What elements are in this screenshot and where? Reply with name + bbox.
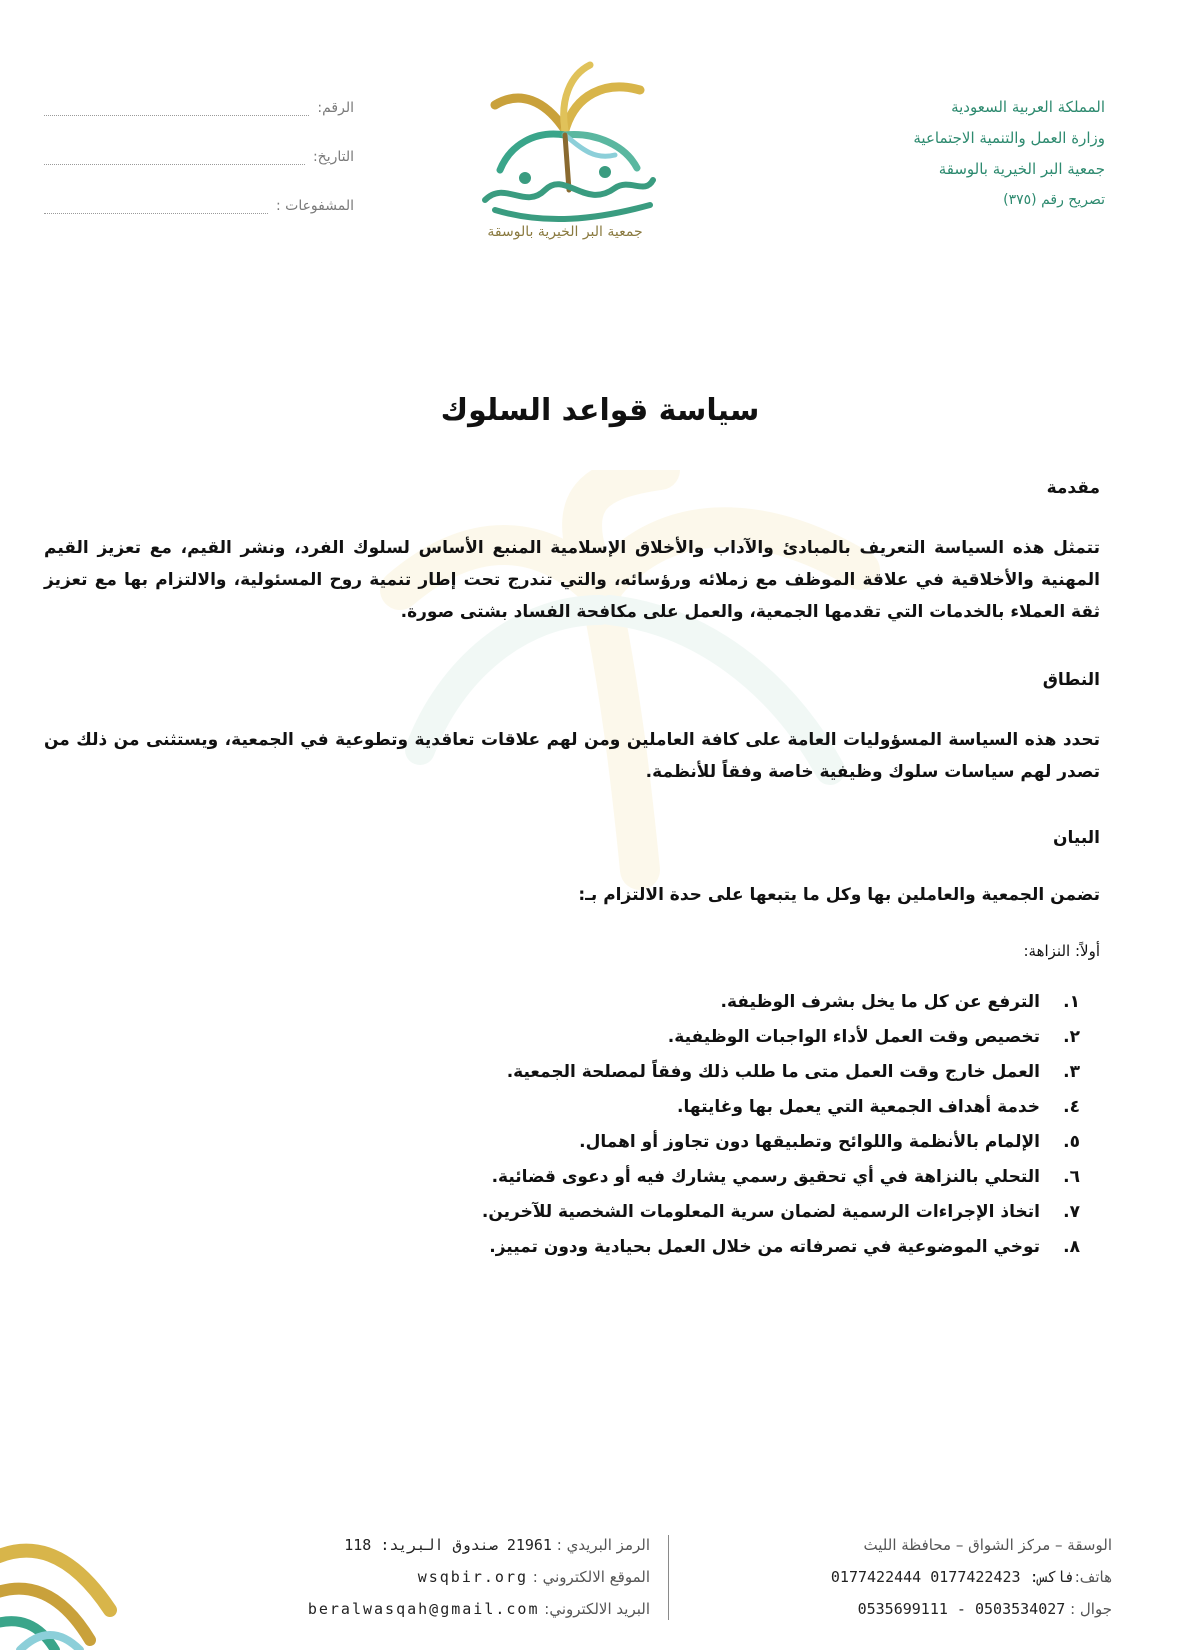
field-attachments-label: المشفوعات : [275,198,354,214]
footer-contact [831,1529,1112,1625]
scope-heading: النطاق [1042,670,1100,690]
list-item [482,1132,1080,1167]
list-item-text: العمل خارج وقت العمل متى ما طلب ذلك وفقاً لمصلحة الجمعية. [506,1062,1040,1082]
footer-email-label: البريد الالكتروني: [544,1600,650,1618]
field-attachments [44,190,354,214]
field-number-line [44,103,309,116]
footer-website-label: الموقع الالكتروني : [532,1568,650,1586]
integrity-heading: أولاً: النزاهة: [1023,942,1100,960]
footer-mobile-value: 0535699111 - 0503534027 [857,1600,1066,1618]
org-line-association: جمعية البر الخيرية بالوسقة [938,160,1105,178]
list-item [482,1062,1080,1097]
list-item-number: ٤. [1063,1097,1080,1117]
intro-paragraph: تتمثل هذه السياسة التعريف بالمبادئ والآداب والأخلاق الإسلامية المنبع الأساس لسلوك الفرد، ونشر القيم، مع تعزيز القيم المهنية والأخلاقية في علاقة الموظف مع زملائه ورؤسائه، والتي تندرج تحت إطار تنمية روح المسئولية، والالتزام بها مع تعزيز ثقة العملاء بالخدمات التي تقدمها الجمعية، والعمل على مكافحة الفساد بشتى صورة. [44,538,1100,622]
scope-paragraph: تحدد هذه السياسة المسؤوليات العامة على كافة العاملين ومن لهم علاقات تعاقدية وتطوعية في الجمعية، ويستثنى من ذلك من تصدر لهم سياسات سلوك وظيفية خاصة وفقاً للأنظمة. [44,730,1100,782]
reference-fields [44,92,354,239]
statement-text: تضمن الجمعية والعاملين بها وكل ما يتبعها على حدة الالتزام بـ: [578,885,1100,905]
list-item-text: خدمة أهداف الجمعية التي يعمل بها وغايتها. [677,1097,1040,1117]
org-line-ministry: وزارة العمل والتنمية الاجتماعية [913,129,1105,147]
footer-email-link[interactable]: beralwasqah@gmail.com [307,1600,540,1618]
list-item-number: ١. [1063,992,1080,1012]
list-item [482,1167,1080,1202]
footer-website [308,1561,650,1593]
list-item-number: ٥. [1063,1132,1080,1152]
footer-palm-decoration [0,1500,120,1650]
list-item-number: ٣. [1063,1062,1080,1082]
footer-email [308,1593,650,1625]
field-number-label: الرقم: [317,100,354,116]
list-item-number: ٦. [1063,1167,1080,1187]
field-date-line [44,152,305,165]
association-logo [465,60,665,250]
list-item-text: التحلي بالنزاهة في أي تحقيق رسمي يشارك فيه أو دعوى قضائية. [491,1167,1040,1187]
list-item-text: توخي الموضوعية في تصرفاته من خلال العمل بحيادية ودون تمييز. [489,1237,1040,1257]
integrity-list [482,992,1080,1272]
footer-postal [308,1529,650,1625]
footer-address-text: الوسقة – مركز الشواق – محافظة الليث [863,1536,1112,1554]
logo-caption: جمعية البر الخيرية بالوسقة [487,224,643,240]
list-item-text: الترفع عن كل ما يخل بشرف الوظيفة. [720,992,1040,1012]
field-attachments-line [44,201,268,214]
footer-postal-code [308,1529,650,1561]
list-item-number: ٧. [1063,1202,1080,1222]
org-line-license: تصريح رقم (٣٧٥) [1003,192,1105,208]
document-title: سياسة قواعد السلوك [440,393,760,428]
org-header [785,92,1105,216]
footer-address [831,1529,1112,1561]
footer-website-link[interactable]: wsqbir.org [417,1568,529,1586]
footer-phone [831,1561,1112,1593]
list-item [482,1202,1080,1237]
intro-heading: مقدمة [1046,478,1100,498]
list-item-number: ٢. [1063,1027,1080,1047]
list-item-text: اتخاذ الإجراءات الرسمية لضمان سرية المعلومات الشخصية للآخرين. [481,1202,1040,1222]
footer-mobile-label: جوال : [1070,1600,1112,1618]
field-date-label: التاريخ: [312,149,354,165]
list-item-text: الإلمام بالأنظمة واللوائح وتطبيقها دون تجاوز أو اهمال. [579,1132,1040,1152]
org-line-kingdom: المملكة العربية السعودية [951,98,1105,116]
list-item-text: تخصيص وقت العمل لأداء الواجبات الوظيفية. [667,1027,1040,1047]
field-date [44,141,354,165]
footer-postal-value: 21961 صندوق البريد: 118 [344,1536,552,1554]
footer-divider [668,1535,669,1620]
list-item [482,1097,1080,1132]
list-item [482,992,1080,1027]
footer-mobile [831,1593,1112,1625]
footer-phone-value: 0177422444 فاكس: 0177422423 [830,1568,1075,1586]
footer-postal-label: الرمز البريدي : [556,1536,650,1554]
field-number [44,92,354,116]
footer-phone-label: هاتف: [1074,1568,1112,1586]
list-item [482,1027,1080,1062]
statement-heading: البيان [1053,828,1100,848]
list-item [482,1237,1080,1272]
list-item-number: ٨. [1063,1237,1080,1257]
